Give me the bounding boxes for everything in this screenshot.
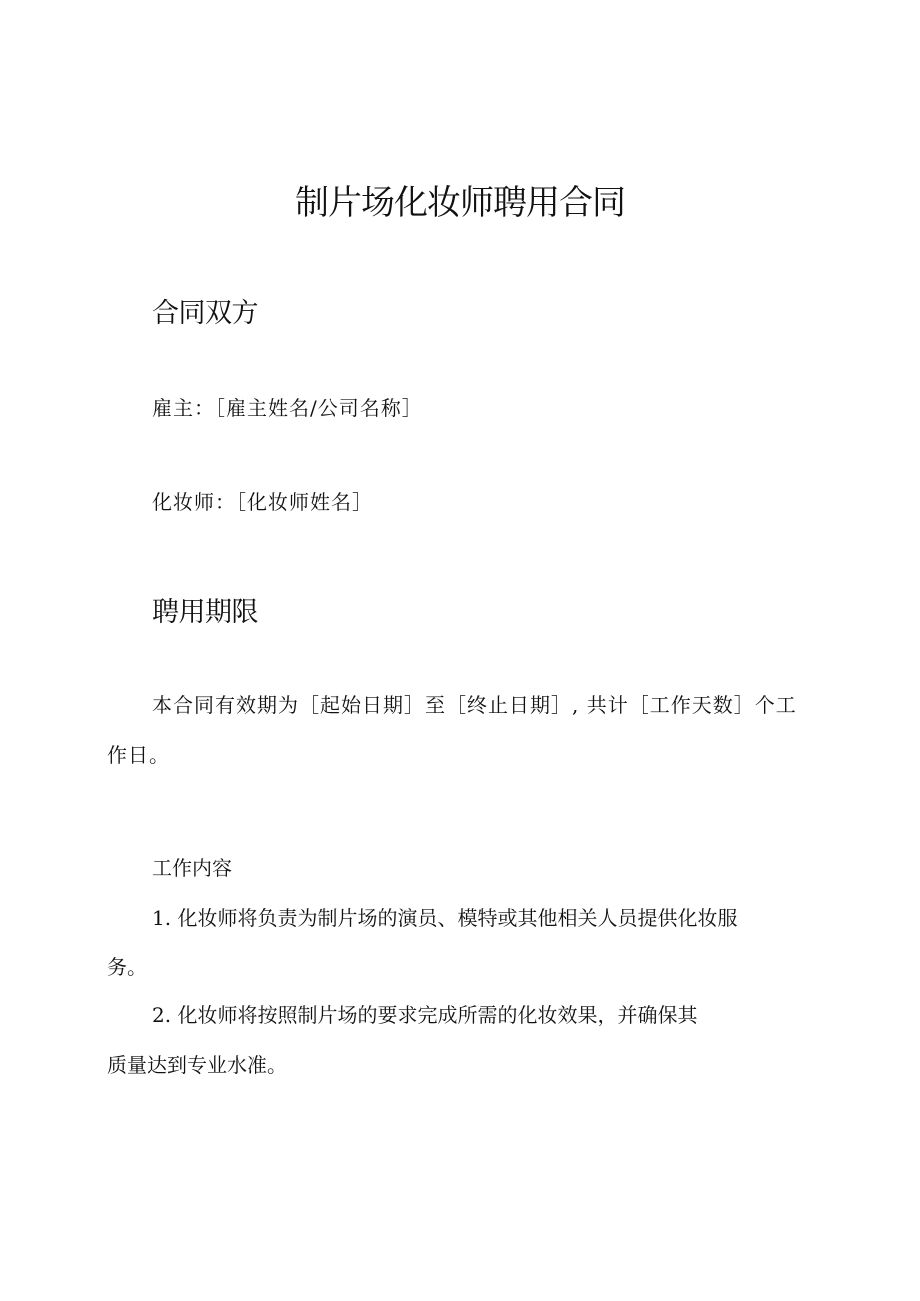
document-title: 制片场化妆师聘用合同 — [295, 183, 625, 223]
makeup-artist-line: 化妆师：［化妆师姓名］ — [152, 490, 373, 514]
section-heading-duties: 工作内容 — [152, 856, 232, 880]
duty-item-2-line1: 2. 化妆师将按照制片场的要求完成所需的化妆效果，并确保其 — [152, 1003, 698, 1027]
term-paragraph-line2: 作日。 — [107, 743, 170, 767]
term-paragraph-line1: 本合同有效期为［起始日期］至［终止日期］, 共计［工作天数］个工 — [152, 693, 797, 717]
duty-item-1-line1: 1. 化妆师将负责为制片场的演员、模特或其他相关人员提供化妆服 — [152, 906, 738, 930]
duty-item-2-line2: 质量达到专业水准。 — [107, 1053, 287, 1077]
section-heading-term: 聘用期限 — [152, 597, 258, 628]
duty-item-1-line2: 务。 — [107, 955, 147, 979]
section-heading-parties: 合同双方 — [152, 298, 258, 329]
employer-line: 雇主：［雇主姓名/公司名称］ — [152, 396, 423, 420]
